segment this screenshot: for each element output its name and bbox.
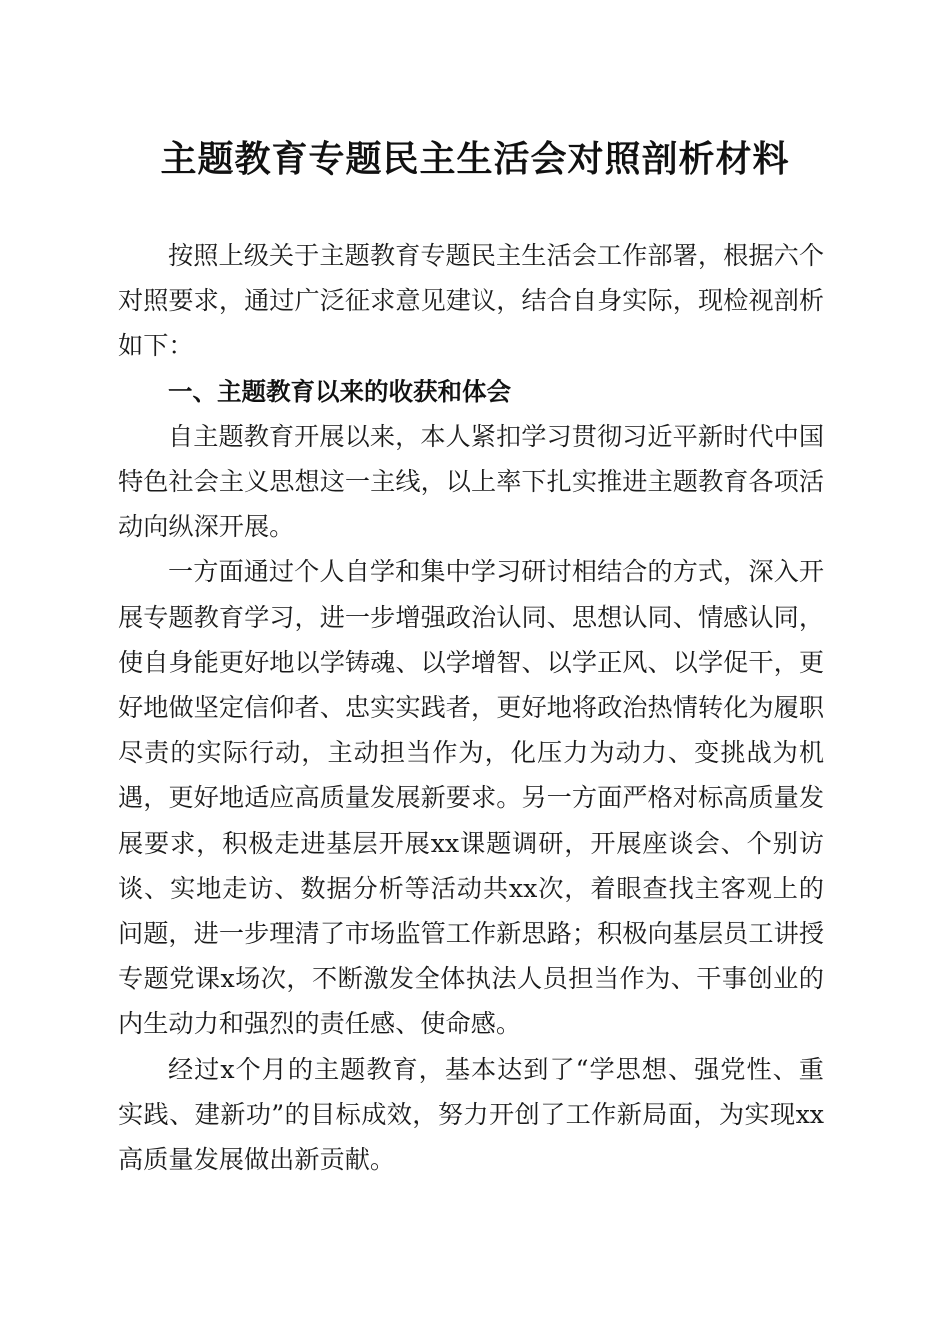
body-paragraph: 自主题教育开展以来，本人紧扣学习贯彻习近平新时代中国特色社会主义思想这一主线，以上率下扎实推进主题教育各项活动向纵深开展。 [118,421,824,542]
section-heading: 一、主题教育以来的收获和体会 [168,376,511,406]
document-body [118,233,824,1182]
body-paragraph: 经过x个月的主题教育，基本达到了“学思想、强党性、重实践、建新功”的目标成效，努力开创了工作新局面，为实现xx高质量发展做出新贡献。 [118,1054,824,1175]
document-title: 主题教育专题民主生活会对照剖析材料 [160,138,790,180]
intro-paragraph: 按照上级关于主题教育专题民主生活会工作部署，根据六个对照要求，通过广泛征求意见建议，结合自身实际，现检视剖析如下： [118,241,824,361]
body-paragraph: 一方面通过个人自学和集中学习研讨相结合的方式，深入开展专题教育学习，进一步增强政治认同、思想认同、情感认同，使自身能更好地以学铸魂、以学增智、以学正风、以学促干，更好地做坚定信仰者、忠实实践者，更好地将政治热情转化为履职尽责的实际行动，主动担当作为，化压力为动力、变挑战为机遇，更好地适应高质量发展新要求。另一方面严格对标高质量发展要求，积极走进基层开展xx课题调研，开展座谈会、个别访谈、实地走访、数据分析等活动共xx次，着眼查找主客观上的问题，进一步理清了市场监管工作新思路；积极向基层员工讲授专题党课x场次，不断激发全体执法人员担当作为、干事创业的内生动力和强烈的责任感、使命感。 [118,557,824,1039]
